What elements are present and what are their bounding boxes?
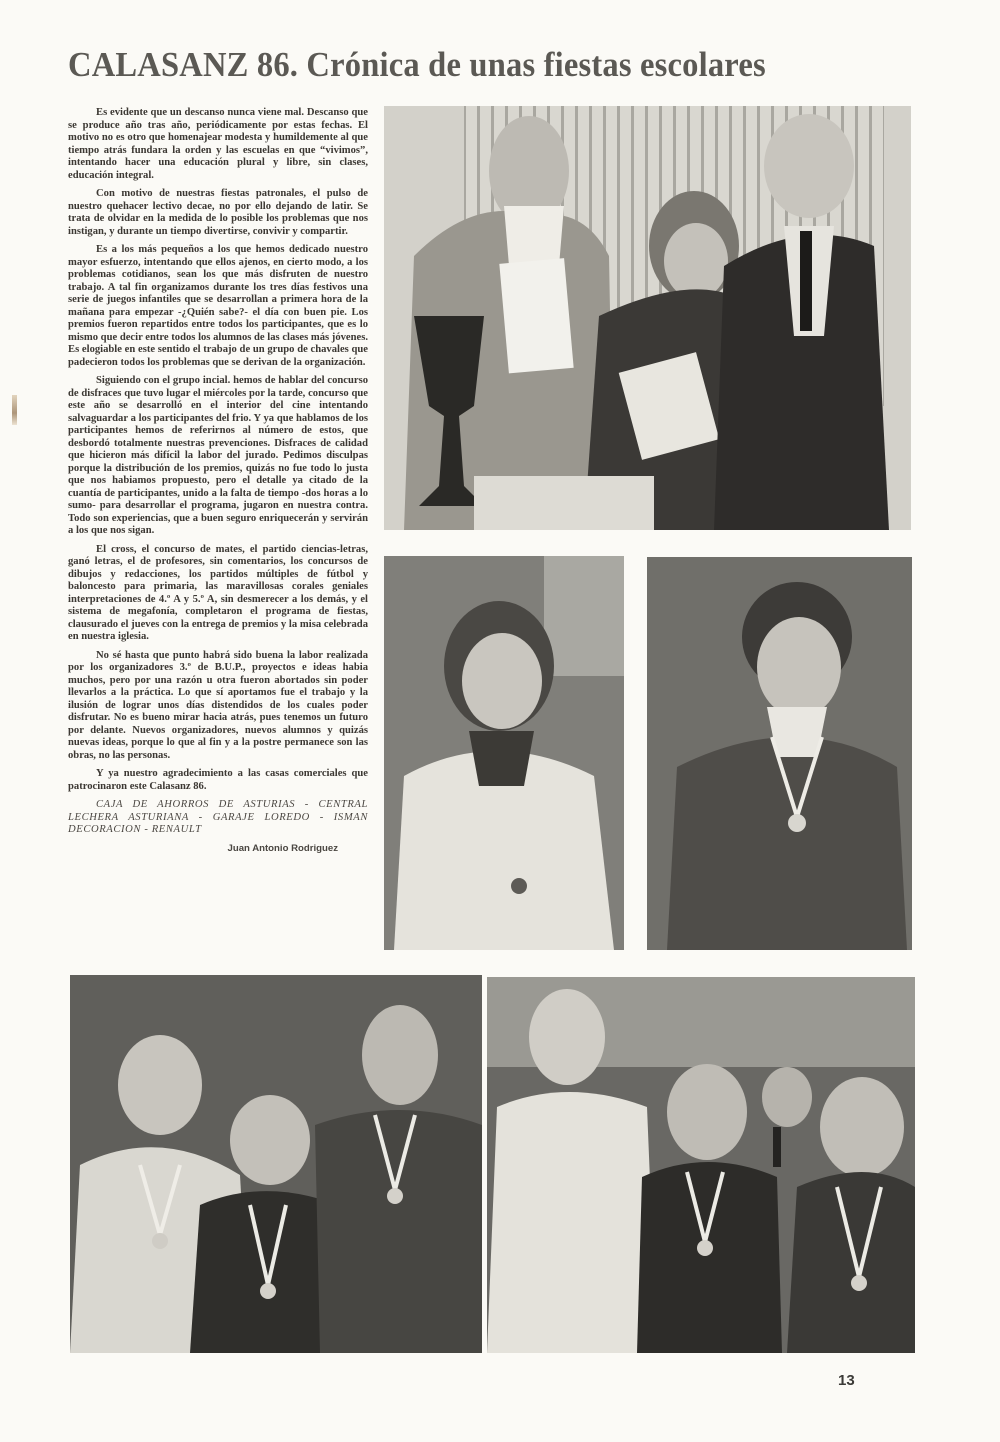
photo-three-medalists [70,975,482,1353]
article-paragraph: No sé hasta que punto habrá sido buena la labor realizada por los organizadores 3.º de B.U.P., proyectos e ideas habia muchos, pero por una razón u otra fueron abortados sin poder llevarlos a la práctica. Lo que sí aportamos fue el trabajo y la ilusión de lograr unos días distendidos de los cuales poder disfrutar. No es bueno mirar hacia atrás, pues tenemos un futuro por delante. Nuevos organizadores, nuevos alumnos y quizás nuevas ideas, porque lo que al fin y a la postre permanece son las obras, no las personas. [68,649,368,761]
margin-stain [12,395,17,425]
article-paragraph: Siguiendo con el grupo incial. hemos de hablar del concurso de disfraces que tuvo lugar el miércoles por la tarde, concurso que este año se desarrolló en el interior del cine intentando salvaguardar a los participantes del frio. Y ya que hablamos de los participantes hemos de referirnos al número de estos, que desbordó totalmente nuestras prevenciones. Disfraces de calidad que hicieron más difícil la labor del jurado. Pedimos disculpas porque la distribución de los premios, quizás no fue todo lo justa que nos habiamos propuesto, pero el detalle ya citado de la cuantía de participantes, unido a la falta de tiempo -dos horas a lo sumo- para desarrollar el programa, jugaron en nuestra contra. Todo son experiencias, que a buen seguro enriquecerán y servirán a los que nos sigan. [68,375,368,536]
article-paragraph: Es evidente que un descanso nunca viene mal. Descanso que se produce año tras año, periódicamente por estas fechas. El motivo no es otro que homenajear modesta y humildemente al que tiempo atrás fundara la orden y las escuelas en que “vivimos”, intentando hacer una educación plural y libre, sin clases, educación integral. [68,107,368,181]
article-author: Juan Antonio Rodriguez [227,842,338,854]
photo-boy-white-jacket [384,556,624,950]
sponsors-list: CAJA DE AHORROS DE ASTURIAS - CENTRAL LECHERA ASTURIANA - GARAJE LOREDO - ISMAN DECORACION - RENAULT [68,799,368,835]
photo-boy-medal-dark [647,557,912,950]
article-body [68,107,368,855]
page-number: 13 [838,1372,855,1389]
photo-medalists-microphone [487,977,915,1353]
article-paragraph: Y ya nuestro agradecimiento a las casas comerciales que patrocinaron este Calasanz 86. [68,768,368,792]
article-paragraph: Con motivo de nuestras fiestas patronales, el pulso de nuestro quehacer lectivo decae, no por ello dejando de latir. Se trata de olvidar en la medida de lo posible los problemas que nos instigan, y durante un tiempo divertirse, convivir y compartir. [68,188,368,237]
page-title: CALASANZ 86. Crónica de unas fiestas escolares [68,45,766,84]
article-paragraph: El cross, el concurso de mates, el partido ciencias-letras, ganó letras, el de profesores, sin comentarios, los concursos de dibujos y redacciones, los partidos múltiples de fútbol y baloncesto para primaria, las maravillosas corales geniales interpretaciones de 4.º A y 5.º A, sin desmerecer a los demás, y el sistema de megafonía, completaron el programa de fiestas, clausurado el jueves con la entrega de premios y la misa celebrada en nuestra iglesia. [68,543,368,642]
photo-trophy-ceremony [384,106,911,530]
article-paragraph: Es a los más pequeños a los que hemos dedicado nuestro mayor esfuerzo, intentando que ellos ajenos, en cierto modo, a los problemas cotidianos, sean los que más disfruten de nuestro trabajo. A tal fin organizamos durante los tres días festivos una serie de juegos infantiles que se desarrollan a primera hora de la mañana para empezar -¿Quién sabe?- el día con buen pie. Los premios fueron repartidos entre todos los participantes, que es lo mismo que decir entre todos los alumnos de las clases más jóvenes. Es elogiable en este sentido el trabajo de un grupo de chavales que padecieron todos los problemas que se derivan de la organización. [68,244,368,368]
